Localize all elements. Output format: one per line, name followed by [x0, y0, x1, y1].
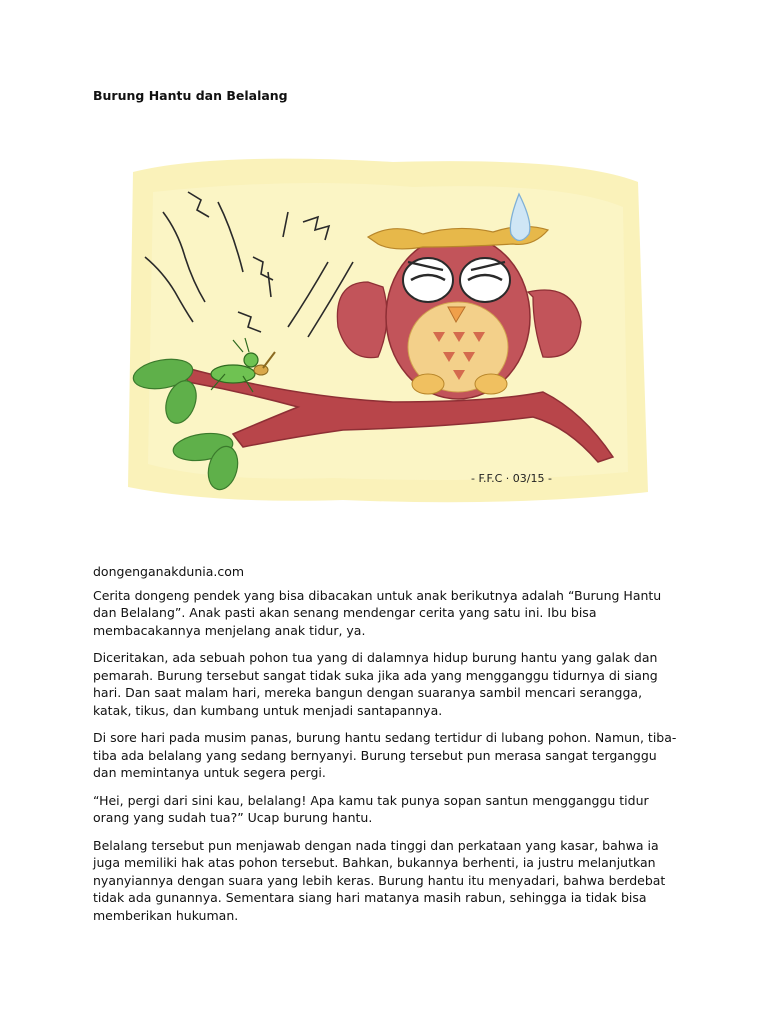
story-body [93, 563, 683, 934]
story-paragraph: Diceritakan, ada sebuah pohon tua yang di dalamnya hidup burung hantu yang galak dan pemarah. Burung tersebut sangat tidak suka jika ada yang mengganggu tidurnya di siang hari. Dan saat malam hari, mereka bangun dengan suaranya sambil mencari serangga, katak, tikus, dan kumbang untuk menjadi santapannya. [93, 650, 658, 718]
story-title: Burung Hantu dan Belalang [93, 88, 288, 103]
artist-signature: - F.F.C · 03/15 - [471, 472, 552, 485]
story-paragraph: “Hei, pergi dari sini kau, belalang! Apa kamu tak punya sopan santun mengganggu tidur orang yang sudah tua?” Ucap burung hantu. [93, 792, 649, 825]
story-paragraph: Di sore hari pada musim panas, burung hantu sedang tertidur di lubang pohon. Namun, tiba-tiba ada belalang yang sedang bernyanyi. Burung tersebut pun merasa sangat terganggu dan memintanya untuk segera pergi. [93, 730, 677, 780]
story-paragraph: Belalang tersebut pun menjawab dengan nada tinggi dan perkataan yang kasar, bahwa ia juga memiliki hak atas pohon tersebut. Bahkan, bukannya berhenti, ia justru melanjutkan nyanyiannya dengan suara yang lebih keras. Burung hantu itu menyadari, bahwa berdebat tidak ada gunannya. Sementara siang hari matanya masih rabun, sehingga ia tidak bisa memberikan hukuman. [93, 837, 666, 923]
story-paragraph: Cerita dongeng pendek yang bisa dibacakan untuk anak berikutnya adalah “Burung Hantu dan Belalang”. Anak pasti akan senang mendengar cerita yang satu ini. Ibu bisa membacakannya menjelang anak tidur, ya. [93, 587, 662, 638]
owl-and-grasshopper-illustration [93, 112, 670, 552]
source-link[interactable]: dongenganakdunia.com [93, 564, 245, 579]
